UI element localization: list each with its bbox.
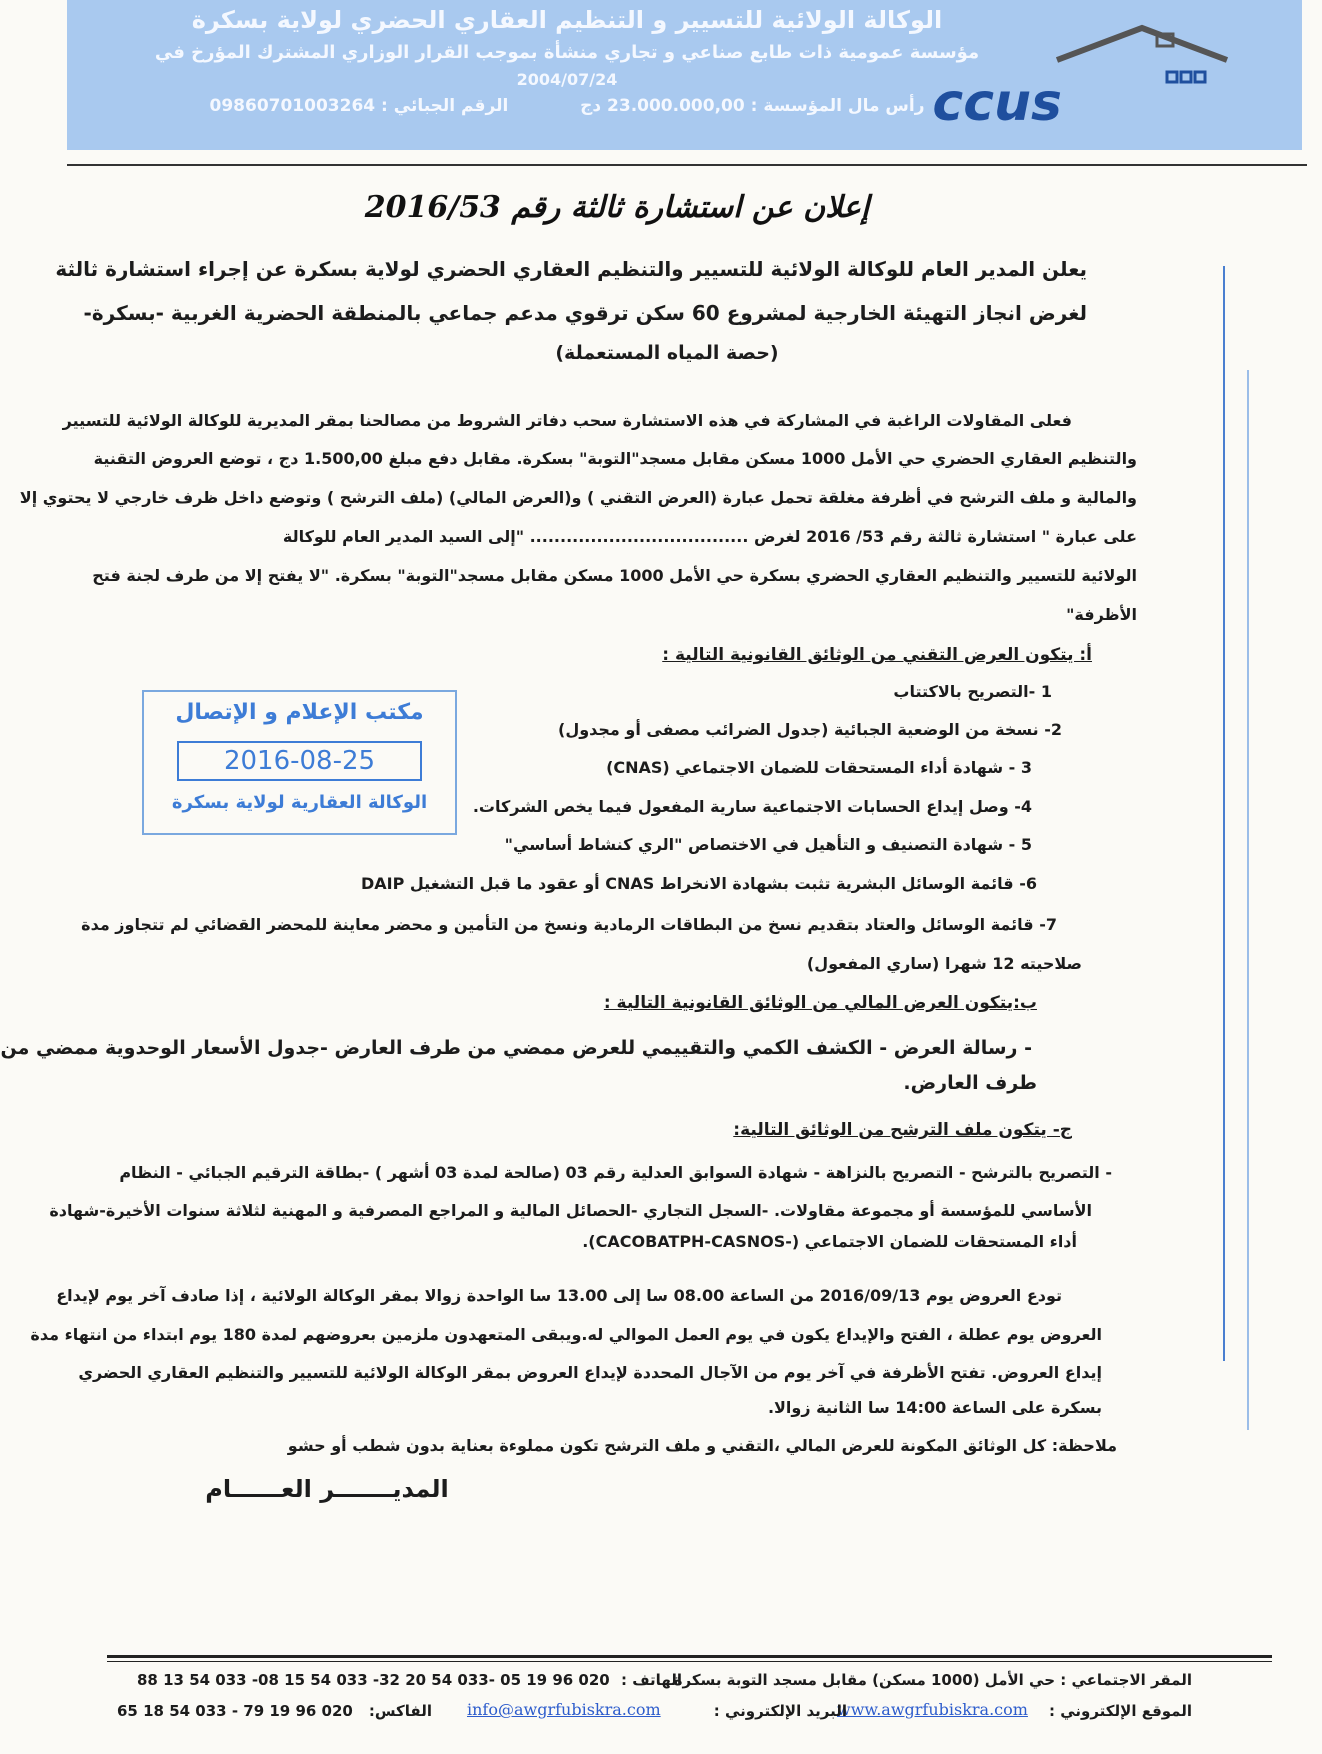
window-icon xyxy=(1195,72,1205,82)
body-line: الأظرفة" xyxy=(1066,605,1137,624)
body-line: على عبارة " استشارة ثالثة رقم 53/ 2016 لغرض .................................... "إلى السيد المدير العام للوكالة xyxy=(282,527,1137,546)
candidacy-line: الأساسي للمؤسسة أو مجموعة مقاولات. -السجل التجاري -الحصائل المالية و المراجع المصرفية و المهنية لثلاثة سنوات الأخيرة-شهادة xyxy=(49,1201,1092,1220)
deposit-line: العروض يوم عطلة ، الفتح والإيداع يكون في يوم العمل الموالي له.ويبقى المتعهدون ملزمين بعروضهم لمدة 180 يوم ابتداء من انتهاء مدة xyxy=(30,1325,1102,1344)
footer-address: المقر الاجتماعي : حي الأمل (1000 مسكن) مقابل مسجد التوبة بسكرة xyxy=(673,1671,1192,1689)
technical-item: 6- قائمة الوسائل البشرية تثبت بشهادة الانخراط CNAS أو عقود ما قبل التشغيل DAIP xyxy=(360,874,1037,893)
window-icon xyxy=(1181,72,1191,82)
technical-item: 3 - شهادة أداء المستحقات للضمان الاجتماعي (CNAS) xyxy=(606,758,1032,777)
technical-item: 2- نسخة من الوضعية الجبائية (جدول الضرائب مصفى أو مجدول) xyxy=(558,720,1062,739)
stamp-office: مكتب الإعلام و الإتصال xyxy=(175,700,424,725)
agency-name: الوكالة الولائية للتسيير و التنظيم العقاري الحضري لولاية بسكرة xyxy=(191,6,943,34)
footer-phones: 88 13 54 033 -08 15 54 033 -32 20 54 033- 05 19 96 020 xyxy=(137,1671,610,1689)
agency-status: مؤسسة عمومية ذات طابع صناعي و تجاري منشأة بموجب القرار الوزاري المشترك المؤرخ في xyxy=(154,42,980,63)
footer-divider xyxy=(107,1661,1272,1662)
financial-line: طرف العارض. xyxy=(903,1072,1037,1094)
financial-heading: ب:يتكون العرض المالي من الوثائق القانونية التالية : xyxy=(603,993,1037,1013)
deposit-line: تودع العروض يوم 2016/09/13 من الساعة 08.00 سا إلى 13.00 سا الواحدة زوالا بمقر الوكالة الولائية ، إذا صادف آخر يوم لإيداع xyxy=(56,1286,1062,1305)
candidacy-heading: ج- يتكون ملف الترشح من الوثائق التالية: xyxy=(733,1120,1072,1140)
footer-website-link[interactable]: www.awgrfubiskra.com xyxy=(837,1700,1028,1719)
technical-item: 4- وصل إيداع الحسابات الاجتماعية سارية المفعول فيما يخص الشركات. xyxy=(472,797,1032,816)
agency-decree-date: 2004/07/24 xyxy=(516,70,618,89)
margin-line xyxy=(1247,370,1249,1430)
office-stamp xyxy=(142,690,457,835)
financial-line: - رسالة العرض - الكشف الكمي والتقييمي للعرض ممضي من طرف العارض -جدول الأسعار الوحدوية ممضي من xyxy=(0,1037,1032,1059)
candidacy-line: - التصريح بالترشح - التصريح بالنزاهة - شهادة السوابق العدلية رقم 03 (صالحة لمدة 03 أشهر ) -بطاقة الترقيم الجبائي - النظام xyxy=(119,1163,1112,1182)
logo-text: ccus xyxy=(932,73,1062,133)
director-signature: المديـــــــر العــــــام xyxy=(205,1475,449,1503)
body-line: الولائية للتسيير والتنظيم العقاري الحضري بسكرة حي الأمل 1000 مسكن مقابل مسجد"التوبة" بسكرة. "لا يفتح إلا من طرف لجنة فتح xyxy=(92,566,1137,585)
candidacy-line: أداء المستحقات للضمان الاجتماعي (-CACOBATPH-CASNOS). xyxy=(582,1232,1077,1251)
footer-phone-label: الهاتف : xyxy=(620,1671,682,1689)
footer-divider xyxy=(107,1655,1272,1658)
roof-icon xyxy=(1057,28,1227,60)
announcement-title: إعلان عن استشارة ثالثة رقم 2016/53 xyxy=(364,190,870,225)
agency-capital-tax xyxy=(87,96,1047,116)
body-line: والمالية و ملف الترشح في أظرفة مغلقة تحمل عبارة (العرض التقني ) و(العرض المالي) (ملف الترشح ) وتوضع داخل ظرف خارجي لا يحتوي إلا xyxy=(19,488,1137,507)
stamp-date: 2016-08-25 xyxy=(177,741,422,781)
deposit-line: بسكرة على الساعة 14:00 سا الثانية زوالا. xyxy=(767,1398,1102,1417)
footer-website-label: الموقع الإلكتروني : xyxy=(1049,1702,1192,1720)
margin-line xyxy=(1223,266,1225,1361)
footer-email-link[interactable]: info@awgrfubiskra.com xyxy=(467,1700,661,1719)
technical-heading: أ: يتكون العرض التقني من الوثائق القانونية التالية : xyxy=(662,645,1092,665)
deposit-note: ملاحظة: كل الوثائق المكونة للعرض المالي ،التقني و ملف الترشح تكون مملوءة بعناية بدون شطب أو حشو xyxy=(287,1436,1117,1455)
footer-fax-label: الفاكس: xyxy=(368,1702,432,1720)
intro-line: يعلن المدير العام للوكالة الولائية للتسيير والتنظيم العقاري الحضري لولاية بسكرة عن إجراء استشارة ثالثة xyxy=(55,257,1087,281)
intro-line: (حصة المياه المستعملة) xyxy=(555,342,779,364)
technical-item: 5 - شهادة التصنيف و التأهيل في الاختصاص "الري كنشاط أساسي" xyxy=(504,835,1032,854)
header-divider xyxy=(67,164,1307,166)
intro-line: لغرض انجاز التهيئة الخارجية لمشروع 60 سكن ترقوي مدعم جماعي بالمنطقة الحضرية الغربية -بسكرة- xyxy=(83,301,1087,325)
window-icon xyxy=(1167,72,1177,82)
capital-label: رأس مال المؤسسة : 23.000.000,00 دج xyxy=(580,96,925,116)
technical-item: 7- قائمة الوسائل والعتاد بتقديم نسخ من البطاقات الرمادية ونسخ من التأمين و محضر معاينة للمحضر القضائي لم تتجاوز مدة xyxy=(81,915,1057,934)
footer-email-label: البريد الإلكتروني : xyxy=(713,1702,847,1720)
body-line: والتنظيم العقاري الحضري حي الأمل 1000 مسكن مقابل مسجد"التوبة" بسكرة. مقابل دفع مبلغ 1.500,00 دج ، توضع العروض التقنية xyxy=(93,449,1137,468)
footer-fax: 65 18 54 033 - 79 19 96 020 xyxy=(117,1702,353,1720)
agency-logo xyxy=(932,20,1257,133)
deposit-line: إيداع العروض. تفتح الأظرفة في آخر يوم من الآجال المحددة لإيداع العروض بمقر الوكالة الولائية للتسيير والتنظيم العقاري الحضري xyxy=(78,1363,1102,1382)
stamp-agency: الوكالة العقارية لولاية بسكرة xyxy=(171,792,428,813)
technical-item: 1 -التصريح بالاكتتاب xyxy=(893,682,1052,701)
technical-item: صلاحيته 12 شهرا (ساري المفعول) xyxy=(806,954,1082,973)
tax-number-label: الرقم الجبائي : 09860701003264 xyxy=(209,96,509,116)
body-line: فعلى المقاولات الراغبة في المشاركة في هذه الاستشارة سحب دفاتر الشروط من مصالحنا بمقر المديرية للوكالة الولائية للتسيير xyxy=(62,411,1072,430)
